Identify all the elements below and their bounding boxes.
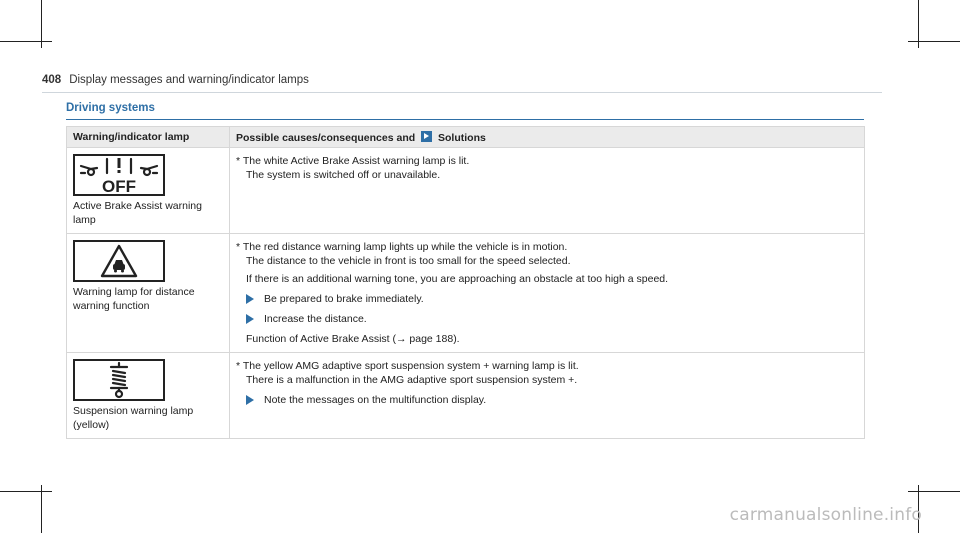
cross-reference: Function of Active Brake Assist (→ page 188). [246,333,460,345]
lamp-label: Suspension warning lamp (yellow) [73,405,194,431]
causes-cell: * The yellow AMG adaptive sport suspension system + warning lamp is lit. There is a malfunction in the AMG adaptive sport suspension system +. Note the messages on the multifunction display. [230,353,865,439]
svg-text:OFF: OFF [102,177,136,194]
table-row [67,234,865,353]
crop-mark [908,41,960,42]
header-rule [42,92,882,93]
causes-cell: * The white Active Brake Assist warning lamp is lit. The system is switched off or unavailable. [230,148,865,234]
step-arrow-icon [246,395,254,405]
page-number: 408 [42,74,62,86]
crop-mark [41,485,42,533]
causes-cell: * The red distance warning lamp lights up while the vehicle is in motion. The distance to the vehicle in front is too small for the speed selected. If there is an additional warning tone, you are approaching an obstacle at too high a speed. Be prepared to brake immediately. Increase the distance. Function of Active Brake Assist (→ page 188). [230,234,865,353]
page-header [42,74,309,86]
solution-step: Increase the distance. [246,312,856,326]
lamp-cell [67,148,230,234]
table-header-row [67,127,865,148]
lamp-cell [67,234,230,353]
section-rule [66,119,864,120]
lamp-label: Warning lamp for distance warning function [73,286,195,312]
step-arrow-icon [246,314,254,324]
table-row [67,353,865,439]
distance-warning-icon [73,240,165,282]
warning-lamp-table [66,126,865,439]
solution-step: Be prepared to brake immediately. [246,292,856,306]
solution-arrow-icon [421,131,432,142]
active-brake-assist-off-icon [73,154,165,196]
section-title: Driving systems [66,102,155,114]
watermark: carmanualsonline.info [729,505,922,525]
crop-mark [908,491,960,492]
lamp-cell [67,353,230,439]
col-header-lamp: Warning/indicator lamp [67,127,230,148]
suspension-warning-icon [73,359,165,401]
step-arrow-icon [246,294,254,304]
table-row [67,148,865,234]
col-header-causes: Possible causes/consequences and Solutions [230,127,865,148]
page-header-title: Display messages and warning/indicator lamps [69,74,309,86]
solution-step: Note the messages on the multifunction display. [246,393,856,407]
crop-mark [0,41,52,42]
crop-mark [0,491,52,492]
lamp-label: Active Brake Assist warning lamp [73,200,202,226]
